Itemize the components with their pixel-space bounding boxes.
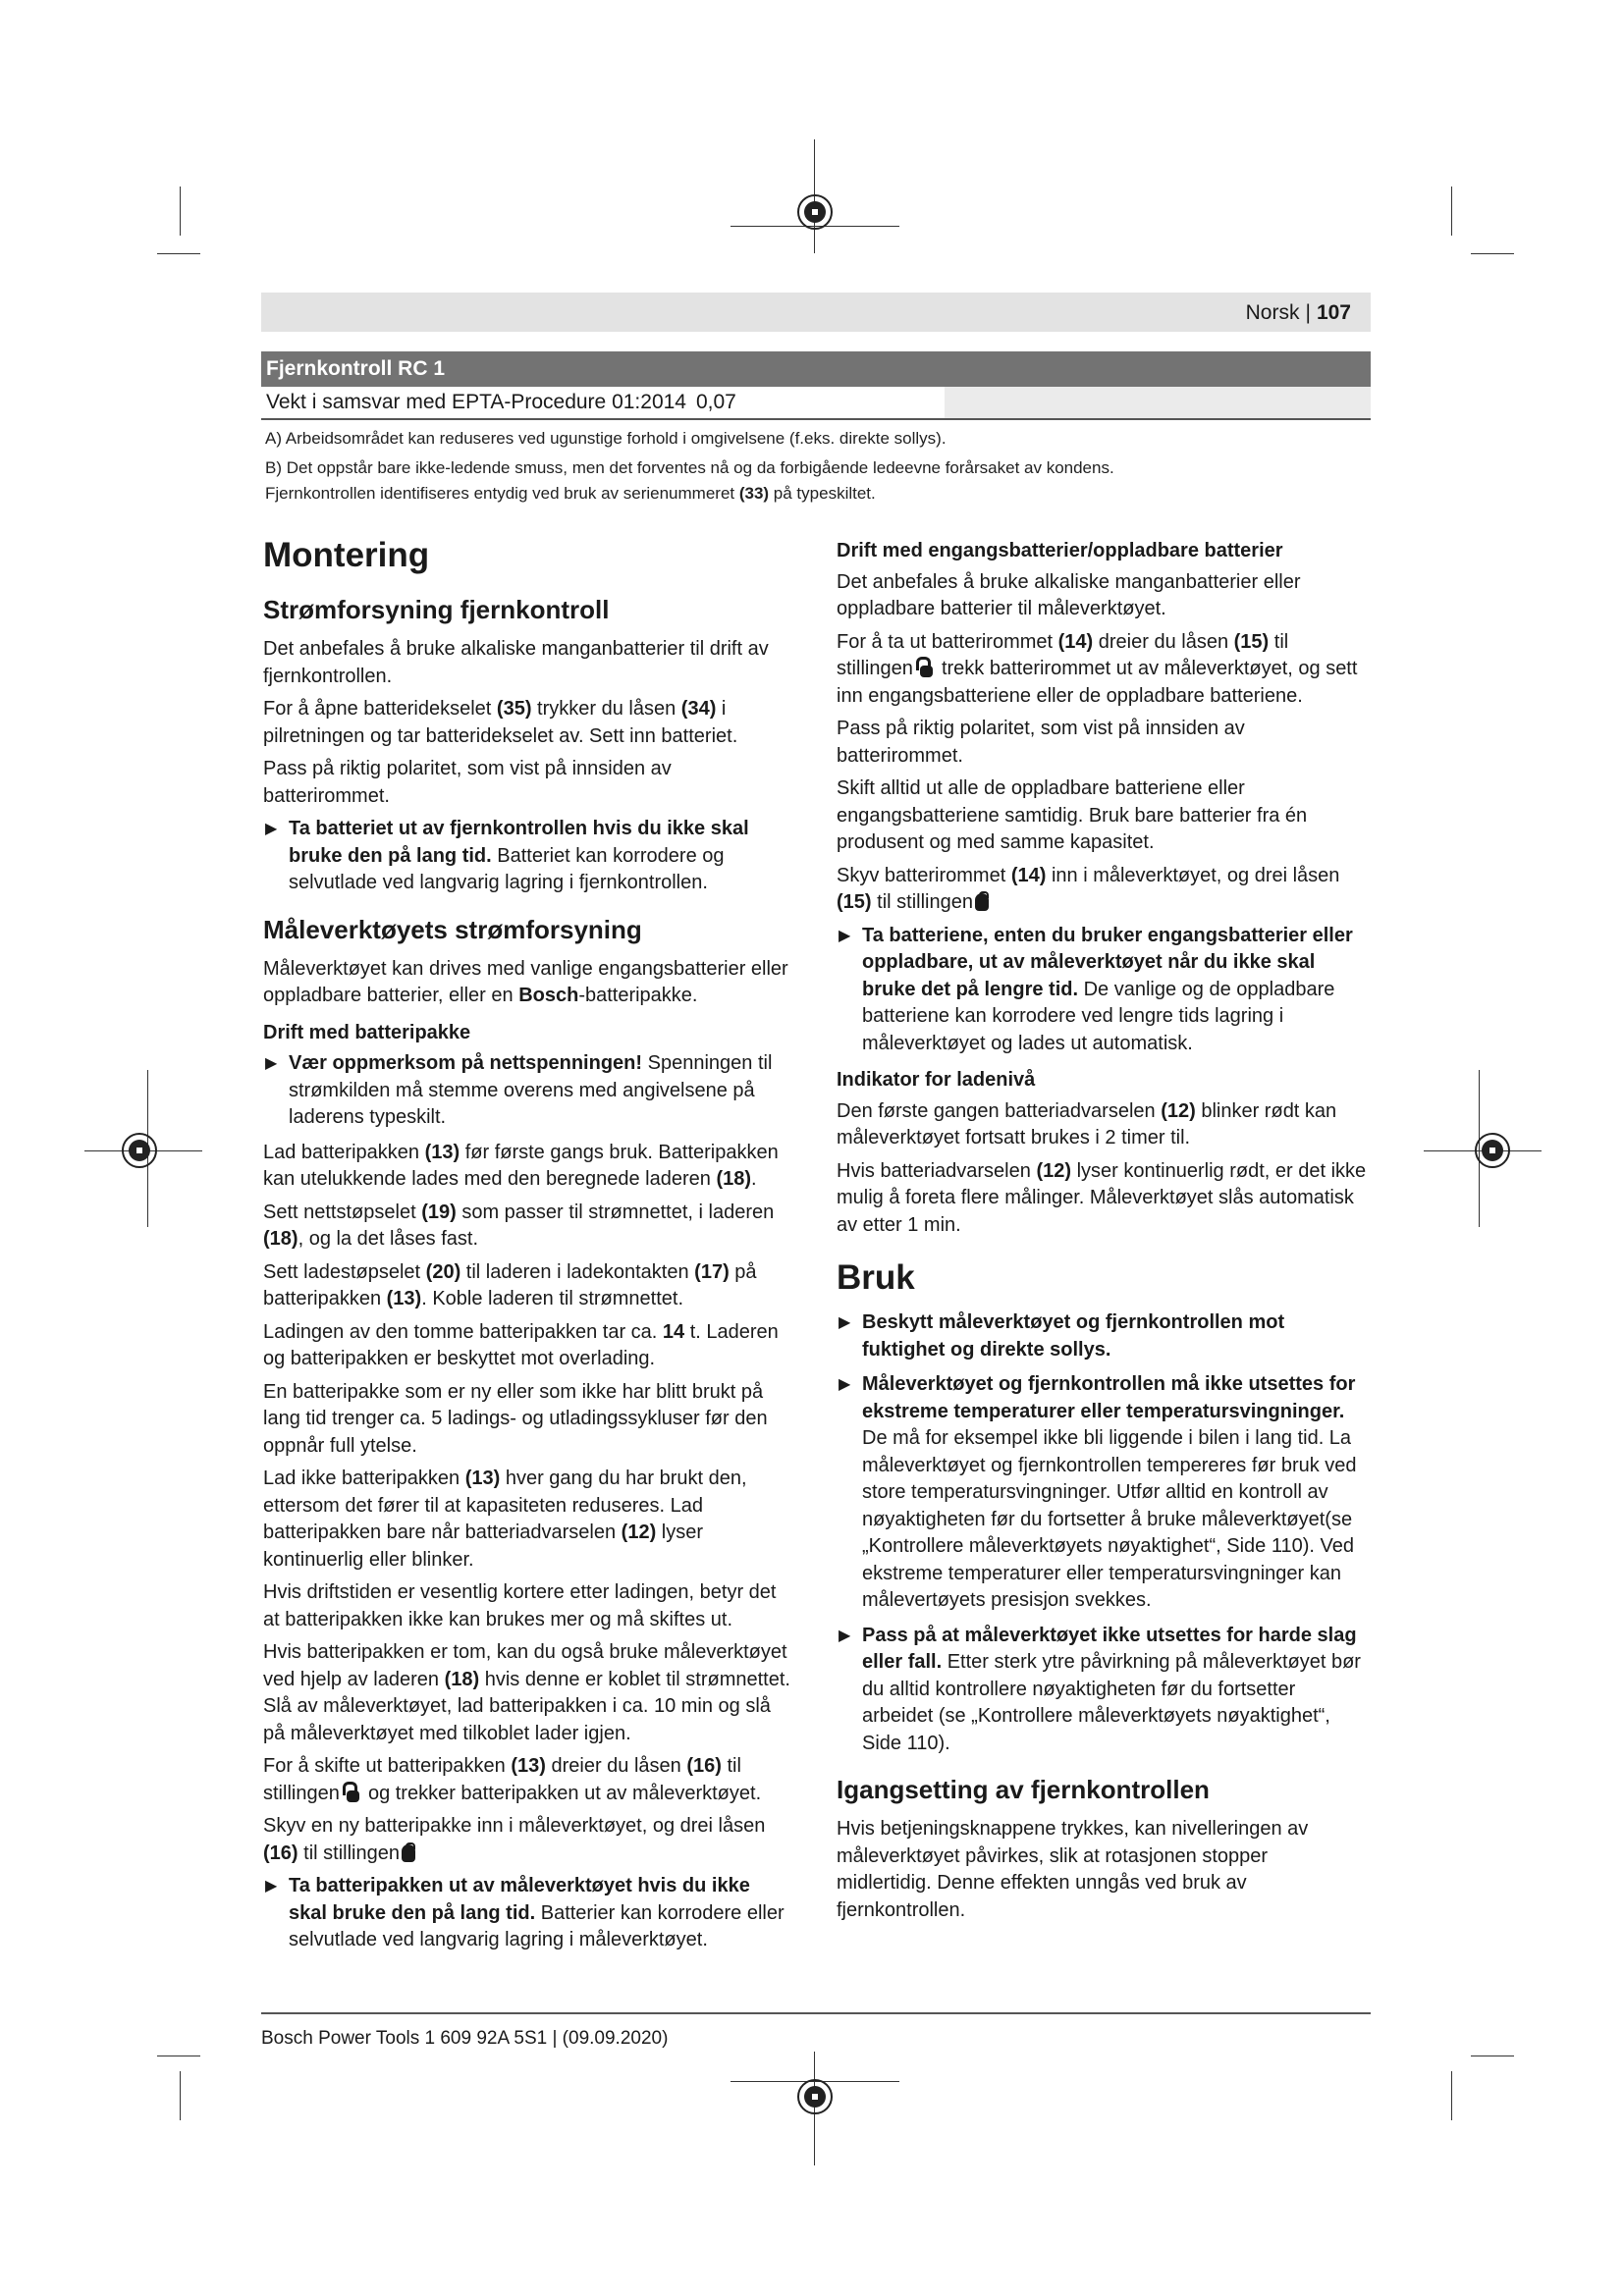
bullet-item: ▶ Vær oppmerksom på nettspenningen! Spenningen til strømkilden må stemme overens med angivelsene på laderens typeskilt. [265,1052,773,1128]
bullet-item: ▶ Pass på at måleverktøyet ikke utsettes for harde slag eller fall. Etter sterk ytre påvirkning på måleverktøyet bør du alltid kontrollere nøyaktigheten før du fortsetter arbeidet (se „Kontrollere måleverktøyets nøyaktighet“, Side 110). [839,1624,1361,1754]
heading-montering: Montering [263,536,430,574]
lock-open-icon [918,657,936,678]
paragraph: Skift alltid ut alle de oppladbare batteriene eller engangsbatteriene samtidig. Bruk bare batterier fra én produsent og med samme kapasitet. [837,777,1308,853]
paragraph: Hvis driftstiden er vesentlig kortere etter ladingen, betyr det at batteripakken ikke kan brukes mer og må skiftes ut. [263,1581,777,1630]
paragraph: Pass på riktig polaritet, som vist på innsiden av batterirommet. [263,758,672,807]
paragraph: Den første gangen batteriadvarselen (12) blinker rødt kan måleverktøyet fortsatt brukes i 2 timer til. [837,1099,1337,1148]
bullet-item: ▶ Beskytt måleverktøyet og fjernkontrollen mot fuktighet og direkte sollys. [839,1311,1285,1361]
header-separator: | [1305,301,1311,324]
paragraph: Hvis batteriadvarselen (12) lyser kontinuerlig rødt, er det ikke mulig å foreta flere målinger. Måleverktøyet slås automatisk av etter 1 min. [837,1159,1367,1236]
paragraph: Det anbefales å bruke alkaliske manganbatterier eller oppladbare batterier til måleverktøyet. [837,570,1301,619]
heading-strom-fjernkontroll: Strømforsyning fjernkontroll [263,595,610,624]
heading-bruk: Bruk [837,1258,915,1297]
left-column [263,534,793,1962]
spec-table-row [261,387,1371,420]
heading-igangsetting: Igangsetting av fjernkontrollen [837,1775,1210,1804]
heading-strom-maleverktoy: Måleverktøyets strømforsyning [263,914,642,944]
footer-rule [261,2012,1371,2014]
paragraph: Skyv batterirommet (14) inn i måleverktøyet, og drei låsen (15) til stillingen [837,864,1340,913]
bullet-item: ▶ Ta batteripakken ut av måleverktøyet hvis du ikke skal bruke den på lang tid. Batterier kan korrodere eller selvutlade ved langvarig lagring i måleverktøyet. [265,1875,785,1950]
paragraph: Lad ikke batteripakken (13) hver gang du har brukt den, ettersom det fører til at kapasiteten reduseres. Lad batteripakken bare når batteriadvarselen (12) lyser kontinuerlig eller blinker. [263,1468,747,1571]
paragraph: Det anbefales å bruke alkaliske manganbatterier til drift av fjernkontrollen. [263,638,769,687]
bullet-arrow-icon: ▶ [265,1878,278,1895]
registration-target-icon [797,194,833,230]
paragraph: Hvis betjeningsknappene trykkes, kan nivelleringen av måleverktøyet påvirkes, slik at rotasjonen stopper midlertidig. Denne effekten unngås ved bruk av fjernkontrollen. [837,1818,1309,1921]
paragraph: Sett nettstøpselet (19) som passer til strømnettet, i laderen (18), og la det låses fast. [263,1201,775,1250]
bullet-arrow-icon: ▶ [839,1314,851,1331]
spec-row-label: Vekt i samsvar med EPTA-Procedure 01:2014 [266,391,686,413]
lock-closed-icon [400,1842,417,1863]
language-label: Norsk [1245,301,1300,324]
registration-target-icon [797,2079,833,2114]
bullet-arrow-icon: ▶ [839,1627,851,1644]
spec-table-empty-cell [945,387,1371,418]
registration-target-icon [122,1133,157,1168]
bullet-arrow-icon: ▶ [839,1376,851,1393]
right-column [837,538,1367,1930]
paragraph: For å ta ut batterirommet (14) dreier du låsen (15) til stillingen trekk batterirommet ut av måleverktøyet, og sett inn engangsbatteriene eller de oppladbare batteriene. [837,630,1358,707]
bullet-item: ▶ Måleverktøyet og fjernkontrollen må ikke utsettes for ekstreme temperaturer eller temperatursvingninger. De må for eksempel ikke bli liggende i bilen i lang tid. La måleverktøyet og fjernkontrollen tempereres før bruk ved store temperatursvingninger. Utfør alltid en kontroll av nøyaktigheten før du fortsetter å bruke måleverktøyet(se „Kontrollere måleverktøyets nøyaktighet“, Side 110). Ved ekstreme temperaturer eller temperatursvingninger kan målevertøyets presisjon svekkes. [839,1373,1357,1611]
page-number: 107 [1316,301,1351,324]
paragraph: Lad batteripakken (13) før første gangs bruk. Batteripakken kan utelukkende lades med den beregnede laderen (18). [263,1141,779,1190]
paragraph: Hvis batteripakken er tom, kan du også bruke måleverktøyet ved hjelp av laderen (18) hvis denne er koblet til strømnettet. Slå av måleverktøyet, lad batteripakken i ca. 10 min og slå på måleverktøyet med tilkoblet lader igjen. [263,1641,790,1744]
bullet-arrow-icon: ▶ [265,1055,278,1072]
heading-drift-batteripakke: Drift med batteripakke [263,1021,471,1043]
heading-indikator-ladeniva: Indikator for ladenivå [837,1069,1036,1091]
paragraph: Skyv en ny batteripakke inn i måleverktøyet, og drei låsen (16) til stillingen [263,1815,766,1864]
paragraph: Ladingen av den tomme batteripakken tar ca. 14 t. Laderen og batteripakken er beskyttet mot overlading. [263,1320,779,1369]
paragraph: Sett ladestøpselet (20) til laderen i ladekontakten (17) på batteripakken (13). Koble laderen til strømnettet. [263,1260,757,1309]
paragraph: For å åpne batteridekselet (35) trykker du låsen (34) i pilretningen og tar batteridekselet av. Sett inn batteriet. [263,698,738,747]
page-header [261,293,1371,332]
bullet-arrow-icon: ▶ [839,927,851,944]
bullet-item: ▶ Ta batteriet ut av fjernkontrollen hvis du ikke skal bruke den på lang tid. Batteriet kan korrodere og selvutlade ved langvarig lagring i fjernkontrollen. [265,818,749,893]
paragraph: For å skifte ut batteripakken (13) dreier du låsen (16) til stillingen og trekker batteripakken ut av måleverktøyet. [263,1755,762,1804]
footnote-b: B) Det oppstår bare ikke-ledende smuss, men det forventes nå og da forbigående ledeevne forårsaket av kondens. [265,458,1114,477]
paragraph: Pass på riktig polaritet, som vist på innsiden av batterirommet. [837,718,1245,767]
spec-table-title: Fjernkontroll RC 1 [261,351,1371,387]
footer-text: Bosch Power Tools 1 609 92A 5S1 | (09.09.2020) [261,2028,669,2049]
paragraph: Måleverktøyet kan drives med vanlige engangsbatterier eller oppladbare batterier, eller en Bosch-batteripakke. [263,957,788,1006]
bullet-arrow-icon: ▶ [265,821,278,837]
serial-note: Fjernkontrollen identifiseres entydig ved bruk av serienummeret (33) på typeskiltet. [265,484,876,503]
lock-closed-icon [973,890,991,912]
lock-open-icon [345,1782,362,1803]
paragraph: En batteripakke som er ny eller som ikke har blitt brukt på lang tid trenger ca. 5 ladings- og utladingssykluser før den oppnår full ytelse. [263,1380,768,1457]
heading-drift-engangsbatterier: Drift med engangsbatterier/oppladbare batterier [837,540,1283,561]
page-indicator [1246,301,1351,325]
bullet-item: ▶ Ta batteriene, enten du bruker engangsbatterier eller oppladbare, ut av måleverktøyet når du ikke skal bruke det på lengre tid. De vanlige og de oppladbare batteriene kan korrodere ved lengre tids lagring i måleverktøyet og lades ut automatisk. [839,924,1353,1054]
footnote-a: A) Arbeidsområdet kan reduseres ved ugunstige forhold i omgivelsene (f.eks. direkte sollys). [265,429,947,448]
spec-row-value: 0,07 [695,391,736,413]
registration-target-icon [1475,1133,1510,1168]
